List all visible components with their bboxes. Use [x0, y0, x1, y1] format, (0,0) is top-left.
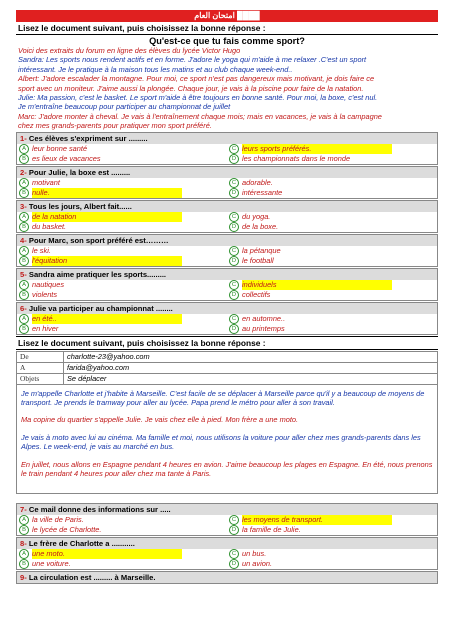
- answer-option[interactable]: [17, 515, 227, 525]
- question-number: 1-: [20, 133, 27, 143]
- option-letter-circle[interactable]: D: [229, 222, 239, 232]
- question-heading: [17, 167, 437, 178]
- question-number: 9-: [20, 572, 27, 582]
- answer-option[interactable]: [17, 549, 227, 559]
- option-text: l'équitation: [32, 256, 182, 266]
- option-text: le football: [242, 255, 274, 265]
- answer-option[interactable]: [227, 280, 437, 290]
- answer-options: [17, 246, 437, 266]
- option-text: une moto.: [32, 549, 182, 559]
- option-text: motivant: [32, 177, 60, 187]
- answer-option[interactable]: [17, 256, 227, 266]
- answer-option[interactable]: [17, 212, 227, 222]
- question-block: [16, 537, 438, 570]
- option-text: les championnats dans le monde: [242, 153, 351, 163]
- answer-options: [17, 178, 437, 198]
- question-block: [16, 132, 438, 165]
- option-letter-circle[interactable]: A: [19, 178, 29, 188]
- option-text: un avion.: [242, 558, 272, 568]
- answer-option[interactable]: [227, 314, 437, 324]
- email-paragraph: En juillet, nous allons en Espagne pendant 4 heures en avion. J'aime beaucoup les plages en Espagne. En été, nous prenons le train pendant 4 heures pour aller chez ma tante à Paris.: [21, 459, 433, 479]
- answer-options: [17, 515, 437, 535]
- option-text: la ville de Paris.: [32, 514, 84, 524]
- option-letter-circle[interactable]: C: [229, 314, 239, 324]
- answer-option[interactable]: [17, 280, 227, 290]
- answer-option[interactable]: [17, 525, 227, 535]
- email-from-value: charlotte-23@yahoo.com: [64, 351, 438, 362]
- option-letter-circle[interactable]: A: [19, 549, 29, 559]
- question-text: Sandra aime pratiquer les sports.........: [28, 269, 167, 279]
- option-text: la famille de Julie.: [242, 524, 301, 534]
- option-letter-circle[interactable]: D: [229, 290, 239, 300]
- forum-line: Voici des extraits du forum en ligne des élèves du lycée Victor Hugo: [18, 46, 241, 55]
- answer-option[interactable]: [227, 178, 437, 188]
- option-letter-circle[interactable]: D: [229, 525, 239, 535]
- option-letter-circle[interactable]: B: [19, 324, 29, 334]
- answer-option[interactable]: [17, 154, 227, 164]
- email-paragraph: Je m'appelle Charlotte et j'habite à Marseille. C'est facile de se déplacer à Marseille parce qu'il y a beaucoup de moyens de transport. Je prends le tramway pour aller au lycée. Papa prend le métro pour aller à son travail.: [21, 388, 425, 408]
- option-text: en été..: [32, 314, 182, 324]
- answer-option[interactable]: [227, 144, 437, 154]
- option-letter-circle[interactable]: B: [19, 188, 29, 198]
- question-number: 3-: [20, 201, 27, 211]
- option-letter-circle[interactable]: A: [19, 314, 29, 324]
- option-letter-circle[interactable]: C: [229, 280, 239, 290]
- option-letter-circle[interactable]: C: [229, 549, 239, 559]
- option-text: du yoga.: [242, 211, 271, 221]
- forum-line: Sandra: Les sports nous rendent actifs et en forme. J'adore le yoga qui m'aide à me relaxer .C'est un sport: [18, 55, 367, 65]
- option-text: de la boxe.: [242, 221, 279, 231]
- option-letter-circle[interactable]: B: [19, 525, 29, 535]
- email-to-value: farida@yahoo.com: [64, 362, 438, 373]
- answer-option[interactable]: [227, 188, 437, 198]
- option-letter-circle[interactable]: B: [19, 290, 29, 300]
- option-letter-circle[interactable]: D: [229, 559, 239, 569]
- question-number: 8-: [20, 538, 27, 548]
- option-text: au printemps: [242, 323, 285, 333]
- option-text: leur bonne santé: [32, 143, 88, 153]
- question-block: [16, 166, 438, 199]
- option-letter-circle[interactable]: D: [229, 256, 239, 266]
- option-letter-circle[interactable]: A: [19, 212, 29, 222]
- option-letter-circle[interactable]: B: [19, 559, 29, 569]
- forum-line: sport avec un moniteur. J'aime aussi la plongée. Chaque jour, je vais à la piscine pour faire de la natation.: [18, 83, 364, 93]
- answer-options: [17, 280, 437, 300]
- question-number: 2-: [20, 167, 27, 177]
- question-block: [16, 200, 438, 233]
- option-text: leurs sports préférés.: [242, 144, 392, 154]
- option-text: violents: [32, 289, 58, 299]
- part2-questions: [16, 503, 438, 584]
- question-text: Ces élèves s'expriment sur .........: [28, 133, 148, 143]
- email-header: [16, 351, 438, 385]
- question-block: [16, 503, 438, 536]
- question-text: Pour Julie, la boxe est .........: [28, 167, 131, 177]
- question-text: Ce mail donne des informations sur .....: [28, 504, 171, 514]
- answer-option[interactable]: [17, 178, 227, 188]
- option-text: en hiver: [32, 323, 59, 333]
- answer-option[interactable]: [227, 246, 437, 256]
- option-text: en automne..: [242, 313, 286, 323]
- forum-line: intéressant. Je le pratique à la maison tous les matins et au club chaque week-end..: [18, 64, 293, 74]
- answer-options: [17, 212, 437, 232]
- option-text: es lieux de vacances: [32, 153, 101, 163]
- option-letter-circle[interactable]: C: [229, 178, 239, 188]
- question-number: 6-: [20, 303, 27, 313]
- option-letter-circle[interactable]: D: [229, 154, 239, 164]
- answer-option[interactable]: [227, 549, 437, 559]
- option-letter-circle[interactable]: B: [19, 256, 29, 266]
- option-text: de la natation: [32, 212, 182, 222]
- option-text: du basket.: [32, 221, 67, 231]
- answer-option[interactable]: [17, 222, 227, 232]
- email-paragraph: Ma copine du quartier s'appelle Julie. Je vais chez elle à pied. Mon frère a une moto.: [21, 415, 299, 425]
- option-letter-circle[interactable]: D: [229, 188, 239, 198]
- question-block: [16, 302, 438, 335]
- exam-page: [16, 10, 438, 632]
- option-letter-circle[interactable]: C: [229, 515, 239, 525]
- email-subject-value: Se déplacer: [64, 373, 438, 384]
- option-text: nulle.: [32, 188, 182, 198]
- email-body: [16, 385, 438, 494]
- question-text: La circulation est ......... à Marseille.: [28, 572, 156, 582]
- question-heading: [17, 269, 437, 280]
- answer-options: [17, 314, 437, 334]
- option-letter-circle[interactable]: A: [19, 280, 29, 290]
- forum-line: Marc: J'adore monter à cheval. Je vais à l'entraînement chaque mois; mais en vacances, je vais à la campagne: [18, 111, 382, 121]
- answer-option[interactable]: [17, 314, 227, 324]
- answer-option[interactable]: [227, 256, 437, 266]
- question-text: Tous les jours, Albert fait......: [28, 201, 132, 211]
- option-text: intéressante: [242, 187, 283, 197]
- question-number: 5-: [20, 269, 27, 279]
- part1-questions: [16, 132, 438, 335]
- exam-banner: امتحان العام ████: [16, 10, 438, 22]
- forum-line: Je m'entraîne beaucoup pour participer au championnat de juillet: [18, 102, 231, 112]
- part1-instruction: Lisez le document suivant, puis choisissez la bonne réponse :: [16, 22, 438, 35]
- question-block: [16, 268, 438, 301]
- question-heading: [17, 303, 437, 314]
- answer-option[interactable]: [227, 212, 437, 222]
- option-letter-circle[interactable]: A: [19, 144, 29, 154]
- answer-option[interactable]: [227, 525, 437, 535]
- question-text: Julie va participer au championnat ........: [28, 303, 173, 313]
- part2-instruction: Lisez le document suivant, puis choisissez la bonne réponse :: [16, 336, 438, 350]
- question-heading: [17, 572, 437, 583]
- forum-line: Albert: J'adore escalader la montagne. Pour moi, ce sport n'est pas dangereux mais motivant, je dois faire ce: [18, 74, 375, 84]
- answer-options: [17, 549, 437, 569]
- answer-option[interactable]: [17, 246, 227, 256]
- option-letter-circle[interactable]: A: [19, 515, 29, 525]
- option-letter-circle[interactable]: C: [229, 144, 239, 154]
- option-letter-circle[interactable]: D: [229, 324, 239, 334]
- answer-option[interactable]: [17, 290, 227, 300]
- question-number: 4-: [20, 235, 27, 245]
- option-letter-circle[interactable]: C: [229, 212, 239, 222]
- email-from-label: De: [17, 351, 64, 362]
- option-text: la pétanque: [242, 245, 281, 255]
- option-text: adorable.: [242, 177, 273, 187]
- option-text: nautiques: [32, 279, 65, 289]
- option-text: individuels: [242, 280, 392, 290]
- question-heading: [17, 538, 437, 549]
- option-text: le lycée de Charlotte.: [32, 524, 102, 534]
- email-subject-label: Objets: [17, 373, 64, 384]
- email-paragraph: Je vais à moto avec lui au cinéma. Ma famille et moi, nous utilisons la voiture pour aller chez mes grands-parents dans les Alpes. Le week-end, je vais au marché en bus.: [21, 432, 421, 452]
- option-text: une voiture.: [32, 558, 71, 568]
- email-to-label: A: [17, 362, 64, 373]
- option-text: collectifs: [242, 289, 271, 299]
- answer-option[interactable]: [227, 290, 437, 300]
- answer-option[interactable]: [17, 188, 227, 198]
- part1-title: Qu'est-ce que tu fais comme sport?: [149, 36, 305, 46]
- option-text: les moyens de transport.: [242, 515, 392, 525]
- answer-option[interactable]: [17, 324, 227, 334]
- question-block: [16, 234, 438, 267]
- answer-option[interactable]: [227, 515, 437, 525]
- option-letter-circle[interactable]: B: [19, 222, 29, 232]
- question-heading: [17, 133, 437, 144]
- option-text: un bus.: [242, 548, 267, 558]
- answer-option[interactable]: [227, 222, 437, 232]
- question-block: [16, 571, 438, 584]
- answer-option[interactable]: [227, 324, 437, 334]
- question-number: 7-: [20, 504, 27, 514]
- option-letter-circle[interactable]: A: [19, 246, 29, 256]
- question-heading: [17, 201, 437, 212]
- question-text: Le frère de Charlotte a ...........: [28, 538, 135, 548]
- option-text: le ski.: [32, 245, 51, 255]
- forum-line: Julie: Ma passion, c'est le basket. Le sport m'aide à être toujours en bonne santé. Pour moi, la boxe, c'est nul.: [18, 93, 378, 103]
- option-letter-circle[interactable]: C: [229, 246, 239, 256]
- forum-text: [16, 46, 438, 131]
- question-heading: [17, 235, 437, 246]
- question-heading: [17, 504, 437, 515]
- option-letter-circle[interactable]: B: [19, 154, 29, 164]
- answer-option[interactable]: [17, 559, 227, 569]
- answer-options: [17, 144, 437, 164]
- answer-option[interactable]: [17, 144, 227, 154]
- answer-option[interactable]: [227, 559, 437, 569]
- question-text: Pour Marc, son sport préféré est………: [28, 235, 169, 245]
- forum-line: chez mes grands-parents pour pratiquer mon sport préféré.: [18, 121, 212, 131]
- answer-option[interactable]: [227, 154, 437, 164]
